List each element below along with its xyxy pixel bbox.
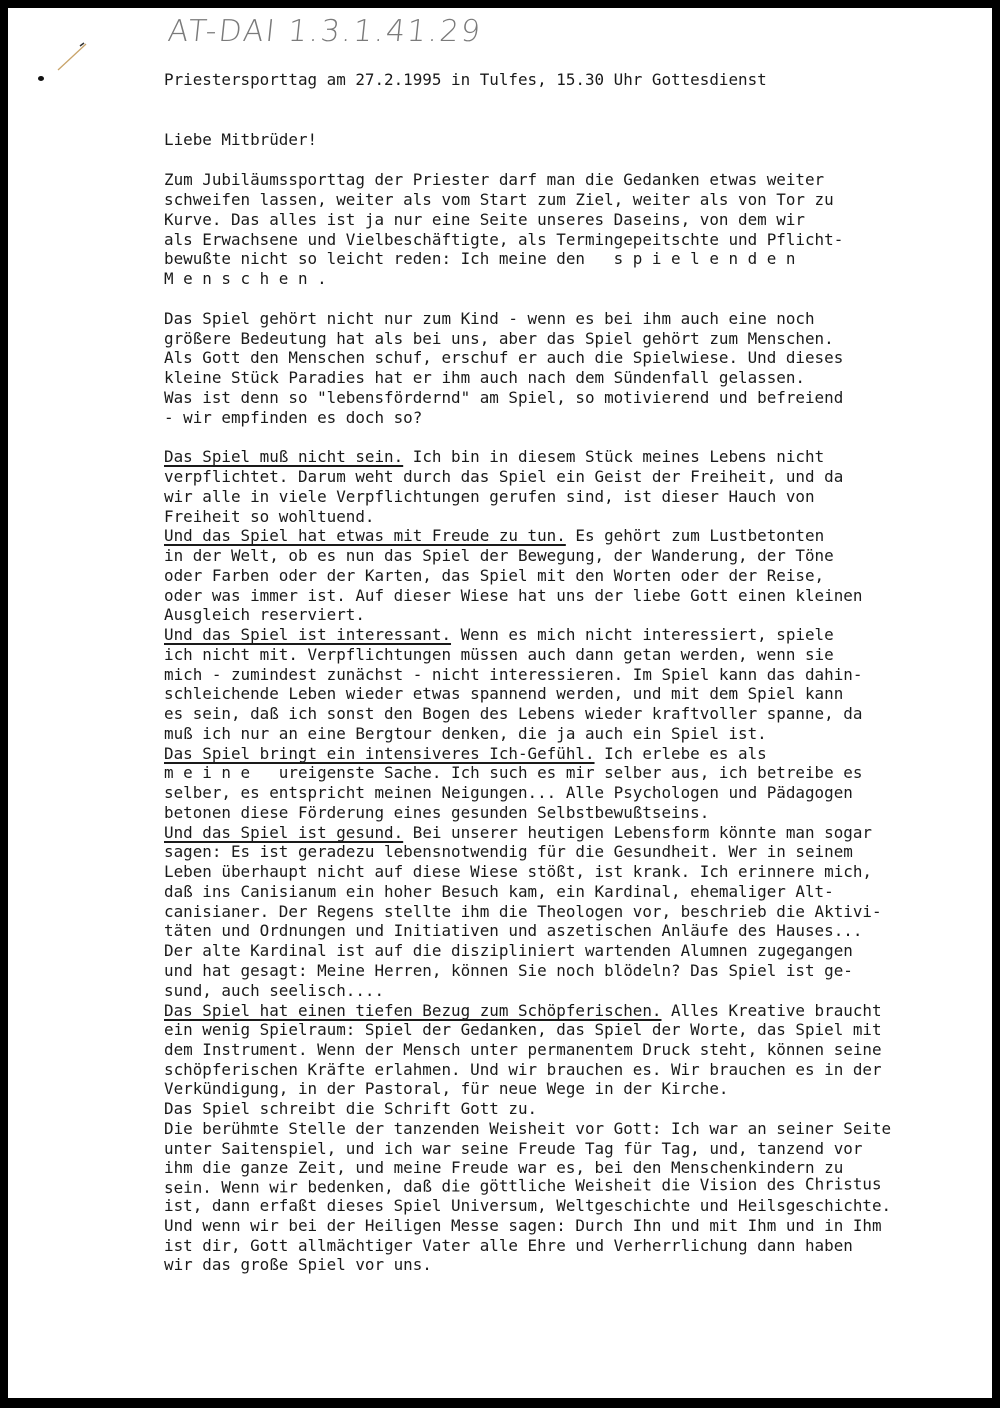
text-line: sagen: Es ist geradezu lebensnotwendig für die Gesundheit. Wer in seinem [164, 842, 853, 861]
text-line: bewußte nicht so leicht reden: Ich meine den s p i e l e n d e n [164, 249, 796, 268]
text-line: ist, dann erfaßt dieses Spiel Universum, Weltgeschichte und Heilsgeschichte. [164, 1196, 892, 1215]
text-line: verpflichtet. Darum weht durch das Spiel ein Geist der Freiheit, und da [164, 467, 844, 486]
text-line: und hat gesagt: Meine Herren, können Sie noch blödeln? Das Spiel ist ge- [164, 961, 853, 980]
section-line: Und das Spiel ist interessant. Wenn es mich nicht interessiert, spiele [164, 625, 834, 644]
text-line: - wir empfinden es doch so? [164, 408, 423, 427]
section-heading: Und das Spiel hat etwas mit Freude zu tun. [164, 526, 566, 545]
text-line: kleine Stück Paradies hat er ihm auch nach dem Sündenfall gelassen. [164, 368, 805, 387]
text-line: Als Gott den Menschen schuf, erschuf er auch die Spielwiese. Und dieses [164, 348, 844, 367]
text-line: dem Instrument. Wenn der Mensch unter permanentem Druck steht, können seine [164, 1040, 882, 1059]
text-line: Was ist denn so "lebensfördernd" am Spiel, so motivierend und befreiend [164, 388, 844, 407]
text-line: Und wenn wir bei der Heiligen Messe sagen: Durch Ihn und mit Ihm und in Ihm [164, 1216, 882, 1235]
text-line: ihm die ganze Zeit, und meine Freude war es, bei den Menschenkindern zu [164, 1158, 844, 1177]
text-line: mich - zumindest zunächst - nicht interessieren. Im Spiel kann das dahin- [164, 665, 863, 684]
text-line: Das Spiel schreibt die Schrift Gott zu. [164, 1099, 538, 1118]
text-line: wir das große Spiel vor uns. [164, 1255, 432, 1274]
section-heading: Und das Spiel ist interessant. [164, 625, 452, 644]
archive-signature: AT-DAI 1.3.1.41.29 [166, 14, 484, 49]
text-line: muß ich nur an eine Bergtour denken, die ja auch ein Spiel ist. [164, 724, 767, 743]
section-line: Das Spiel hat einen tiefen Bezug zum Schöpferischen. Alles Kreative braucht [164, 1001, 882, 1020]
text-line: M e n s c h e n . [164, 269, 327, 288]
text-line: täten und Ordnungen und Initiativen und aszetischen Anläufe des Hauses... [164, 921, 863, 940]
section-line: Das Spiel muß nicht sein. Ich bin in diesem Stück meines Lebens nicht [164, 447, 825, 466]
text-line: ich nicht mit. Verpflichtungen müssen auch dann getan werden, wenn sie [164, 645, 834, 664]
section-heading: Das Spiel hat einen tiefen Bezug zum Schöpferischen. [164, 1001, 662, 1020]
text-line: Freiheit so wohltuend. [164, 507, 375, 526]
section-heading: Und das Spiel ist gesund. [164, 823, 404, 842]
text-line: betonen diese Förderung eines gesunden Selbstbewußtseins. [164, 803, 710, 822]
text-line: wir alle in viele Verpflichtungen gerufen sind, ist dieser Hauch von [164, 487, 815, 506]
text-line: es sein, daß ich sonst den Bogen des Lebens wieder kraftvoller spanne, da [164, 704, 863, 723]
pencil-mark [50, 40, 90, 80]
text-line: schöpferischen Kräfte erlahmen. Und wir brauchen es. Wir brauchen es in der [164, 1060, 882, 1079]
text-line: Leben überhaupt nicht auf diese Wiese stößt, ist krank. Ich erinnere mich, [164, 862, 872, 881]
text-line: unter Saitenspiel, und ich war seine Freude Tag für Tag, und, tanzend vor [164, 1139, 863, 1158]
text-line: Verkündigung, in der Pastoral, für neue Wege in der Kirche. [164, 1079, 729, 1098]
section-line: Und das Spiel ist gesund. Bei unserer heutigen Lebensform könnte man sogar [164, 823, 872, 842]
text-line: Ausgleich reserviert. [164, 605, 365, 624]
section-line: Das Spiel bringt ein intensiveres Ich-Gefühl. Ich erlebe es als [164, 744, 767, 763]
text-line: Die berühmte Stelle der tanzenden Weisheit vor Gott: Ich war an seiner Seite [164, 1119, 892, 1138]
salutation: Liebe Mitbrüder! [164, 130, 318, 149]
text-line: sund, auch seelisch.... [164, 981, 385, 1000]
text-line: ein wenig Spielraum: Spiel der Gedanken, das Spiel der Worte, das Spiel mit [164, 1020, 882, 1039]
text-line: oder was immer ist. Auf dieser Wiese hat uns der liebe Gott einen kleinen [164, 586, 863, 605]
ink-dot [38, 76, 44, 81]
text-line: m e i n e ureigenste Sache. Ich such es mir selber aus, ich betreibe es [164, 763, 863, 782]
section-heading: Das Spiel bringt ein intensiveres Ich-Gefühl. [164, 744, 595, 763]
text-line: Das Spiel gehört nicht nur zum Kind - wenn es bei ihm auch eine noch [164, 309, 815, 328]
section-heading: Das Spiel muß nicht sein. [164, 447, 404, 466]
text-line: Kurve. Das alles ist ja nur eine Seite unseres Daseins, von dem wir [164, 210, 805, 229]
text-line: ist dir, Gott allmächtiger Vater alle Ehre und Verherrlichung dann haben [164, 1236, 853, 1255]
text-line: Der alte Kardinal ist auf die diszipliniert wartenden Alumnen zugegangen [164, 941, 853, 960]
text-line: selber, es entspricht meinen Neigungen... Alle Psychologen und Pädagogen [164, 783, 853, 802]
text-line: in der Welt, ob es nun das Spiel der Bewegung, der Wanderung, der Töne [164, 546, 834, 565]
text-line: daß ins Canisianum ein hoher Besuch kam, ein Kardinal, ehemaliger Alt- [164, 882, 834, 901]
document-header: Priestersporttag am 27.2.1995 in Tulfes, 15.30 Uhr Gottesdienst [164, 70, 767, 89]
section-line: Und das Spiel hat etwas mit Freude zu tun. Es gehört zum Lustbetonten [164, 526, 825, 545]
text-line: schleichende Leben wieder etwas spannend werden, und mit dem Spiel kann [164, 684, 844, 703]
text-line: größere Bedeutung hat als bei uns, aber das Spiel gehört zum Menschen. [164, 329, 834, 348]
text-line: Zum Jubiläumssporttag der Priester darf man die Gedanken etwas weiter [164, 170, 825, 189]
text-line: oder Farben oder der Karten, das Spiel mit den Worten oder der Reise, [164, 566, 825, 585]
text-line: schweifen lassen, weiter als vom Start zum Ziel, weiter als von Tor zu [164, 190, 834, 209]
text-line: canisianer. Der Regens stellte ihm die Theologen vor, beschrieb die Aktivi- [164, 902, 882, 921]
text-line: als Erwachsene und Vielbeschäftigte, als Termingepeitschte und Pflicht- [164, 230, 844, 249]
text-line: sein. Wenn wir bedenken, daß die göttliche Weisheit die Vision des Christus [163, 1174, 882, 1197]
